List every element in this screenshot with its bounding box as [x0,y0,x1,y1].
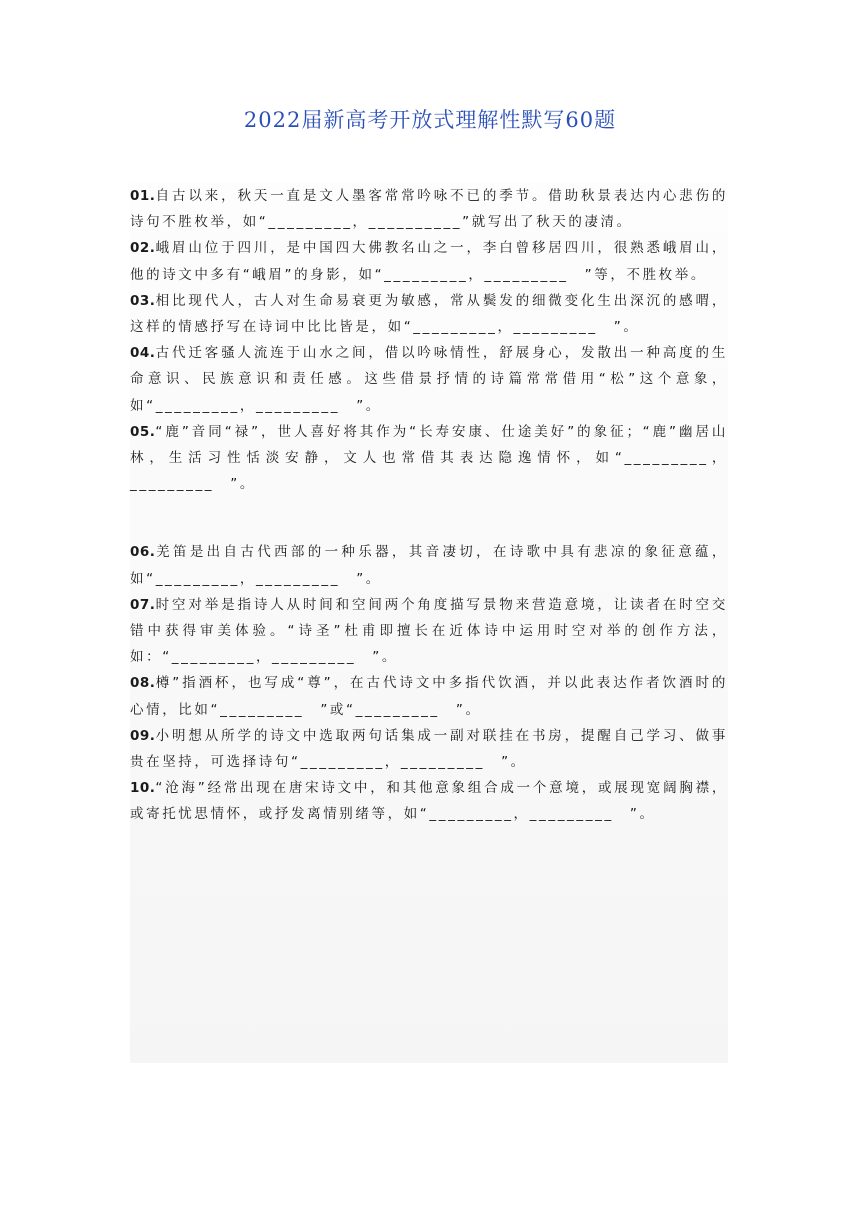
question-text: “鹿”音同“禄”，世人喜好将其作为“长寿安康、仕途美好”的象征；“鹿”幽居山林，生活习性恬淡安静，文人也常借其表达隐逸情怀，如“_________，_________ ”。 [130,423,728,493]
question-number: 01. [130,188,156,204]
question-text: 小明想从所学的诗文中选取两句话集成一副对联挂在书房，提醒自己学习、做事贵在坚持，可选择诗句“_________，_________ ”。 [130,727,728,771]
question-text: 自古以来，秋天一直是文人墨客常常吟咏不已的季节。借助秋景表达内心悲伤的诗句不胜枚举，如“_________，__________”就写出了秋天的凄清。 [130,188,728,231]
question-03 [130,288,728,340]
question-number: 10. [130,780,156,797]
question-number: 09. [130,727,156,744]
question-number: 06. [130,544,156,561]
question-text: “沧海”经常出现在唐宋诗文中，和其他意象组合成一个意境，或展现宽阔胸襟，或寄托忧思情怀，或抒发离情别绪等，如“_________，_________ ”。 [130,780,728,823]
question-text: 樽”指酒杯，也写成“尊”，在古代诗文中多指代饮酒，并以此表达作者饮酒时的心情，比如“_________ ”或“_________ ”。 [130,675,728,718]
question-number: 02. [130,240,156,257]
question-09 [130,723,728,775]
question-10 [130,775,728,827]
question-06 [130,539,728,591]
question-text: 相比现代人，古人对生命易衰更为敏感，常从鬓发的细微变化生出深沉的感喟，这样的情感抒写在诗词中比比皆是，如“_________，_________ ”。 [130,292,728,336]
question-08 [130,670,728,722]
question-04 [130,340,728,419]
section-spacer [130,497,728,539]
question-text: 羌笛是出自古代西部的一种乐器，其音凄切，在诗歌中具有悲凉的象征意蕴，如“_________，_________ ”。 [130,544,728,587]
question-number: 07. [130,596,156,613]
question-01 [130,183,728,235]
question-02 [130,235,728,287]
question-text: 峨眉山位于四川，是中国四大佛教名山之一，李白曾移居四川，很熟悉峨眉山，他的诗文中多有“峨眉”的身影，如“_________，_________ ”等，不胜枚举。 [130,240,728,283]
question-number: 05. [130,423,156,440]
question-number: 04. [130,345,156,362]
question-05 [130,419,728,498]
question-text: 古代迁客骚人流连于山水之间，借以吟咏情性，舒展身心，发散出一种高度的生命意识、民族意识和责任感。这些借景抒情的诗篇常常借用“松”这个意象，如“_________，_________ ”。 [130,345,728,414]
question-list [130,183,728,1063]
document-title: 2022届新高考开放式理解性默写60题 [243,108,617,132]
question-text: 时空对举是指诗人从时间和空间两个角度描写景物来营造意境，让读者在时空交错中获得审美体验。“诗圣”杜甫即擅长在近体诗中运用时空对举的创作方法，如：“_________，_________ ”。 [130,596,728,666]
question-number: 03. [130,292,156,309]
question-07 [130,592,728,671]
question-number: 08. [130,675,156,692]
